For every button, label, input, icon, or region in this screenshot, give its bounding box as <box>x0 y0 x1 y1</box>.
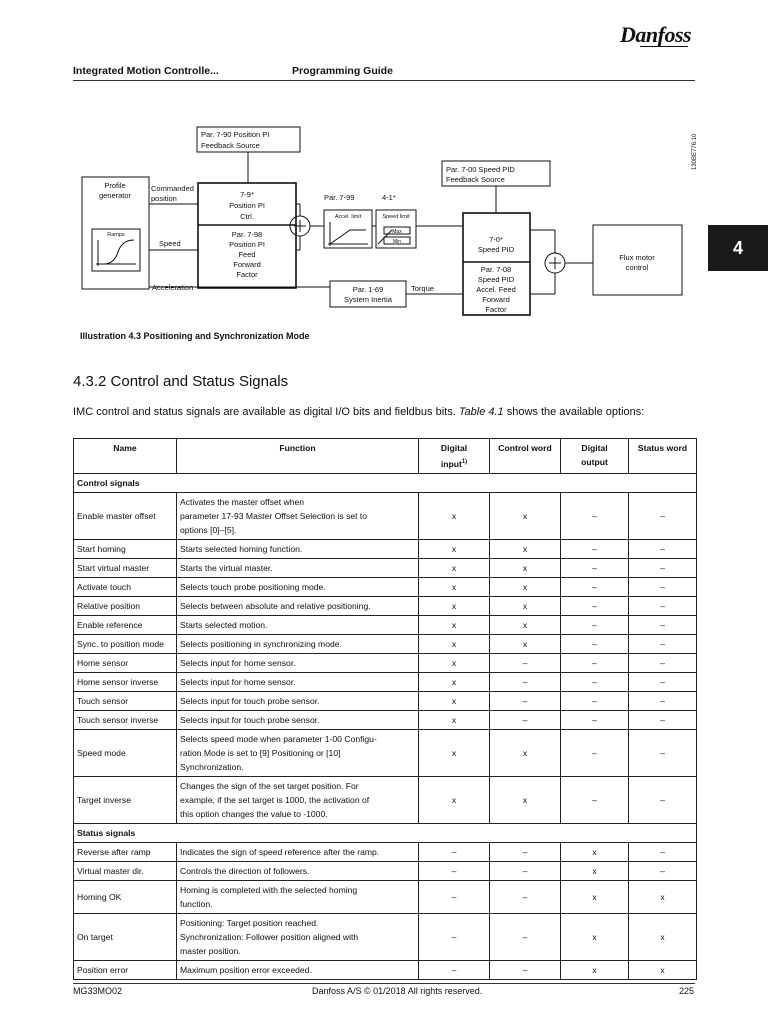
svg-text:Par. 7-90 Position PI: Par. 7-90 Position PI <box>201 130 270 139</box>
signal-function <box>177 596 419 615</box>
table-row <box>74 729 697 776</box>
footer-doc-code: MG33MO02 <box>73 986 123 996</box>
signal-function <box>177 691 419 710</box>
digital-output-cell: x <box>561 913 629 960</box>
svg-text:Speed limit: Speed limit <box>382 214 410 220</box>
control-word-cell: x <box>490 615 561 634</box>
diagram-code: 130BE776.10 <box>692 133 698 170</box>
signal-name: Target inverse <box>74 776 177 823</box>
signal-name: Home sensor inverse <box>74 672 177 691</box>
digital-input-cell: x <box>419 558 490 577</box>
control-word-cell: – <box>490 842 561 861</box>
function-line: Changes the sign of the set target position. For <box>180 780 359 791</box>
signal-name: Start homing <box>74 539 177 558</box>
table-header-row <box>74 439 697 474</box>
function-line: Indicates the sign of speed reference after the ramp. <box>180 846 380 857</box>
digital-output-cell: x <box>561 861 629 880</box>
signal-name: Touch sensor <box>74 691 177 710</box>
digital-output-cell: – <box>561 615 629 634</box>
table-row <box>74 913 697 960</box>
status-word-cell: – <box>629 776 697 823</box>
svg-text:generator: generator <box>98 191 132 200</box>
signal-name: Sync. to position mode <box>74 634 177 653</box>
signal-function <box>177 653 419 672</box>
digital-output-cell: x <box>561 842 629 861</box>
digital-output-cell: – <box>561 492 629 539</box>
status-word-cell: – <box>629 842 697 861</box>
group-label-status: Status signals <box>74 823 697 842</box>
signal-name: Start virtual master <box>74 558 177 577</box>
svg-text:Position PI: Position PI <box>229 240 265 249</box>
function-line: Starts selected motion. <box>180 619 268 630</box>
control-word-cell: x <box>490 634 561 653</box>
signal-name: Homing OK <box>74 880 177 913</box>
table-row <box>74 634 697 653</box>
function-line: master position. <box>180 945 241 956</box>
function-line: Homing is completed with the selected homing <box>180 884 358 895</box>
function-line: Selects input for touch probe sensor. <box>180 714 320 725</box>
status-word-cell: – <box>629 596 697 615</box>
function-line: Selects speed mode when parameter 1-00 Configu- <box>180 733 377 744</box>
svg-text:Speed PID: Speed PID <box>477 245 515 254</box>
table-row <box>74 710 697 729</box>
function-line: Starts selected homing function. <box>180 543 303 554</box>
digital-output-cell: – <box>561 634 629 653</box>
svg-text:Flux motor: Flux motor <box>619 253 655 262</box>
function-line: Activates the master offset when <box>180 496 305 507</box>
digital-output-cell: – <box>561 710 629 729</box>
status-word-cell: x <box>629 913 697 960</box>
section-title: 4.3.2 Control and Status Signals <box>73 373 289 390</box>
signal-function <box>177 729 419 776</box>
col-header-name: Name <box>74 439 177 474</box>
digital-input-cell: x <box>419 710 490 729</box>
table-row <box>74 653 697 672</box>
signal-function <box>177 960 419 979</box>
header-guide-title: Programming Guide <box>292 65 393 77</box>
signal-function <box>177 776 419 823</box>
group-label-control: Control signals <box>74 473 697 492</box>
status-word-cell: – <box>629 577 697 596</box>
table-row <box>74 596 697 615</box>
table-row <box>74 842 697 861</box>
signal-name: Relative position <box>74 596 177 615</box>
digital-input-cell: x <box>419 653 490 672</box>
control-word-cell: – <box>490 861 561 880</box>
svg-text:Feed: Feed <box>238 250 256 259</box>
chapter-tab: 4 <box>708 225 768 271</box>
svg-text:Feedback Source: Feedback Source <box>201 141 260 150</box>
table-row <box>74 776 697 823</box>
digital-output-cell: x <box>561 880 629 913</box>
footer-rule <box>73 983 695 984</box>
digital-input-cell: – <box>419 861 490 880</box>
function-line: Selects input for home sensor. <box>180 676 296 687</box>
svg-text:System Inertia: System Inertia <box>344 295 392 304</box>
group-row-status <box>74 823 697 842</box>
control-word-cell: – <box>490 691 561 710</box>
status-word-cell: – <box>629 558 697 577</box>
svg-text:control: control <box>625 263 649 272</box>
table-row <box>74 615 697 634</box>
digital-output-cell: – <box>561 596 629 615</box>
status-word-cell: – <box>629 672 697 691</box>
control-word-cell: x <box>490 558 561 577</box>
control-word-cell: – <box>490 913 561 960</box>
digital-input-cell: x <box>419 691 490 710</box>
status-word-cell: – <box>629 729 697 776</box>
digital-output-cell: – <box>561 672 629 691</box>
footer-copyright: Danfoss A/S © 01/2018 All rights reserved. <box>312 986 483 996</box>
digital-input-cell: – <box>419 842 490 861</box>
illustration-caption: Illustration 4.3 Positioning and Synchronization Mode <box>80 331 310 341</box>
status-word-cell: – <box>629 539 697 558</box>
svg-text:Par. 7-99: Par. 7-99 <box>324 193 355 202</box>
col-header-control-word: Control word <box>490 439 561 474</box>
function-line: function. <box>180 898 213 909</box>
status-word-cell: – <box>629 691 697 710</box>
footer-page-number: 225 <box>679 986 695 996</box>
status-word-cell: – <box>629 861 697 880</box>
signal-function <box>177 558 419 577</box>
status-word-cell: – <box>629 653 697 672</box>
control-word-cell: x <box>490 729 561 776</box>
digital-output-cell: x <box>561 960 629 979</box>
svg-text:Max: Max <box>392 229 402 235</box>
control-word-cell: x <box>490 577 561 596</box>
svg-text:Factor: Factor <box>236 270 258 279</box>
signal-name: Virtual master dir. <box>74 861 177 880</box>
signal-name: Speed mode <box>74 729 177 776</box>
function-line: Selects input for home sensor. <box>180 657 296 668</box>
digital-output-cell: – <box>561 577 629 596</box>
svg-text:Par. 1-69: Par. 1-69 <box>352 285 384 294</box>
control-word-cell: – <box>490 672 561 691</box>
intro-paragraph <box>73 406 644 418</box>
signal-function <box>177 492 419 539</box>
digital-input-cell: x <box>419 729 490 776</box>
control-word-cell: x <box>490 492 561 539</box>
signal-function <box>177 634 419 653</box>
svg-text:Par. 7-08: Par. 7-08 <box>480 265 512 274</box>
function-line: Selects between absolute and relative positioning. <box>180 600 371 611</box>
col-header-digital-input: Digital input$^{1)}$ <box>419 439 490 474</box>
digital-output-cell: – <box>561 776 629 823</box>
digital-input-cell: x <box>419 672 490 691</box>
digital-output-cell: – <box>561 691 629 710</box>
svg-text:7-9*: 7-9* <box>240 190 254 199</box>
col-header-function: Function <box>177 439 419 474</box>
control-word-cell: – <box>490 653 561 672</box>
function-line: Synchronization. <box>180 761 244 772</box>
signal-function <box>177 615 419 634</box>
function-line: options [0]–[5]. <box>180 524 237 535</box>
signal-name: Position error <box>74 960 177 979</box>
function-line: Selects input for touch probe sensor. <box>180 695 320 706</box>
svg-text:Speed: Speed <box>159 239 181 248</box>
status-word-cell: – <box>629 710 697 729</box>
digital-input-cell: x <box>419 615 490 634</box>
svg-text:Par. 7-00 Speed PID: Par. 7-00 Speed PID <box>446 165 515 174</box>
svg-text:Ramps: Ramps <box>107 232 125 238</box>
svg-text:Forward: Forward <box>482 295 510 304</box>
table-row <box>74 539 697 558</box>
svg-text:Par. 7-98: Par. 7-98 <box>231 230 263 239</box>
signal-name: Enable reference <box>74 615 177 634</box>
svg-text:7-0*: 7-0* <box>489 235 503 244</box>
function-line: Selects positioning in synchronizing mode. <box>180 638 342 649</box>
control-word-cell: – <box>490 960 561 979</box>
svg-text:Acceleration: Acceleration <box>152 283 194 292</box>
control-word-cell: x <box>490 596 561 615</box>
signal-function <box>177 539 419 558</box>
status-word-cell: – <box>629 492 697 539</box>
digital-input-cell: x <box>419 577 490 596</box>
signal-name: Reverse after ramp <box>74 842 177 861</box>
svg-text:Speed PID: Speed PID <box>477 275 515 284</box>
control-word-cell: x <box>490 539 561 558</box>
table-row <box>74 960 697 979</box>
signal-name: Activate touch <box>74 577 177 596</box>
digital-input-cell: x <box>419 776 490 823</box>
group-row-control <box>74 473 697 492</box>
digital-input-cell: – <box>419 960 490 979</box>
function-line: Maximum position error exceeded. <box>180 964 312 975</box>
function-line: Selects touch probe positioning mode. <box>180 581 326 592</box>
status-word-cell: – <box>629 634 697 653</box>
svg-text:Factor: Factor <box>485 305 507 314</box>
svg-text:Feedback Source: Feedback Source <box>446 175 505 184</box>
svg-text:Min: Min <box>392 239 402 245</box>
table-row <box>74 861 697 880</box>
function-line: example, if the set target is 1000, the activation of <box>180 794 370 805</box>
signal-function <box>177 880 419 913</box>
signal-function <box>177 577 419 596</box>
col-header-digital-output: Digital output <box>561 439 629 474</box>
svg-text:Forward: Forward <box>233 260 261 269</box>
status-word-cell: – <box>629 615 697 634</box>
function-line: Synchronization: Follower position aligned with <box>180 931 359 942</box>
svg-text:Accel. limit: Accel. limit <box>334 214 362 220</box>
table-row <box>74 492 697 539</box>
svg-text:position: position <box>151 194 177 203</box>
svg-text:Torque: Torque <box>411 284 434 293</box>
digital-input-cell: x <box>419 492 490 539</box>
function-line: ration Mode is set to [9] Positioning or [10] <box>180 747 341 758</box>
svg-text:Commanded: Commanded <box>151 184 194 193</box>
table-reference-link[interactable]: Table 4.1 <box>458 406 504 418</box>
signals-table <box>73 438 697 980</box>
table-row <box>74 558 697 577</box>
signal-function <box>177 842 419 861</box>
digital-output-cell: – <box>561 539 629 558</box>
table-row <box>74 880 697 913</box>
status-word-cell: x <box>629 880 697 913</box>
svg-text:Accel. Feed: Accel. Feed <box>476 285 516 294</box>
digital-output-cell: – <box>561 558 629 577</box>
header-doc-title: Integrated Motion Controlle... <box>73 65 219 77</box>
digital-input-cell: x <box>419 634 490 653</box>
signal-name: Touch sensor inverse <box>74 710 177 729</box>
intro-text-end: shows the available options: <box>503 406 645 418</box>
svg-text:Ctrl.: Ctrl. <box>240 212 254 221</box>
svg-text:4-1*: 4-1* <box>382 193 396 202</box>
svg-text:Position PI: Position PI <box>229 201 265 210</box>
signal-function <box>177 710 419 729</box>
control-word-cell: – <box>490 710 561 729</box>
function-line: Positioning: Target position reached. <box>180 917 319 928</box>
status-word-cell: x <box>629 960 697 979</box>
digital-input-cell: x <box>419 596 490 615</box>
function-line: Controls the direction of followers. <box>180 865 310 876</box>
table-row <box>74 577 697 596</box>
danfoss-logo: Danfoss <box>620 22 692 47</box>
function-line: parameter 17-93 Master Offset Selection is set to <box>180 510 368 521</box>
signal-name: Home sensor <box>74 653 177 672</box>
svg-text:Profile: Profile <box>104 181 126 190</box>
digital-output-cell: – <box>561 729 629 776</box>
intro-text: IMC control and status signals are available as digital I/O bits and fieldbus bits. <box>73 406 459 418</box>
signal-function <box>177 672 419 691</box>
function-line: Starts the virtual master. <box>180 562 273 573</box>
positioning-sync-diagram <box>0 0 768 330</box>
digital-output-cell: – <box>561 653 629 672</box>
digital-input-cell: – <box>419 880 490 913</box>
signal-name: On target <box>74 913 177 960</box>
control-word-cell: x <box>490 776 561 823</box>
table-row <box>74 672 697 691</box>
function-line: this option changes the value to -1000. <box>180 808 328 819</box>
digital-input-cell: – <box>419 913 490 960</box>
table-row <box>74 691 697 710</box>
control-word-cell: – <box>490 880 561 913</box>
signal-function <box>177 861 419 880</box>
signal-name: Enable master offset <box>74 492 177 539</box>
digital-input-cell: x <box>419 539 490 558</box>
col-header-status-word: Status word <box>629 439 697 474</box>
signal-function <box>177 913 419 960</box>
